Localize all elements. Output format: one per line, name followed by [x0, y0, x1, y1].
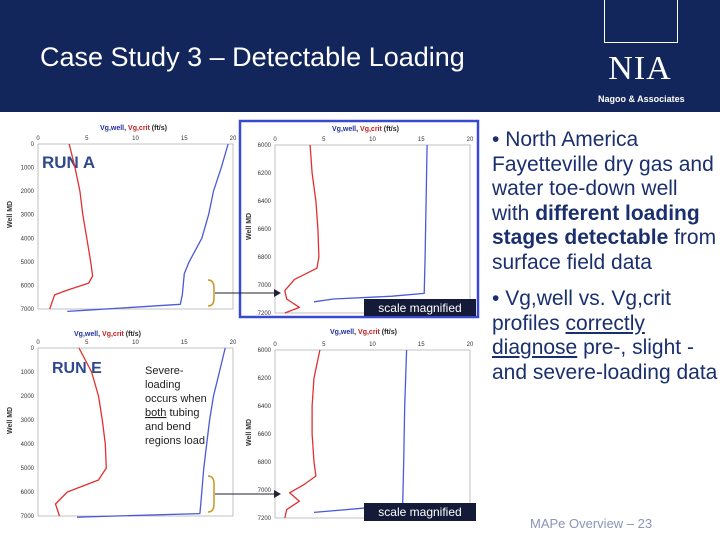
arrowhead-run-a [274, 289, 281, 297]
y-tick-label: 3000 [20, 418, 34, 424]
y-tick-label: 0 [30, 142, 34, 148]
logo-mark: NIA [608, 50, 672, 87]
x-tick-label: 20 [229, 340, 237, 346]
x-tick-label: 0 [273, 342, 277, 348]
y-tick-label: 7200 [257, 311, 271, 317]
bracket-run-e [208, 476, 214, 512]
x-tick-label: 20 [229, 136, 237, 142]
vg-well-line [285, 145, 319, 313]
slide-title: Case Study 3 – Detectable Loading [40, 42, 465, 72]
y-tick-label: 1000 [20, 370, 34, 376]
panel-run-a [7, 125, 237, 313]
slide-footer: MAPe Overview – 23 [530, 516, 653, 531]
y-tick-label: 7000 [20, 307, 34, 313]
x-tick-label: 15 [180, 340, 188, 346]
y-tick-label: 6400 [257, 199, 271, 205]
y-tick-label: 6600 [257, 227, 271, 233]
x-tick-label: 5 [85, 136, 89, 142]
x-tick-label: 5 [322, 342, 326, 348]
title-bar [0, 0, 720, 112]
y-tick-label: 7000 [257, 488, 271, 494]
arrowhead-run-e [274, 490, 281, 498]
company-logo [598, 0, 685, 112]
scale-tag-label: scale magnified [378, 505, 462, 519]
plot-frame [275, 145, 470, 313]
bullet-list [492, 128, 718, 397]
y-axis-label: Well MD [7, 406, 14, 434]
x-tick-label: 0 [36, 340, 40, 346]
y-tick-label: 5000 [20, 259, 34, 266]
y-tick-label: 6400 [257, 404, 271, 410]
x-tick-label: 10 [369, 342, 376, 348]
y-tick-label: 6000 [20, 283, 34, 290]
y-tick-label: 6800 [257, 255, 271, 261]
severe-loading-note [145, 365, 207, 447]
svg-text:both tubing: both tubing [145, 407, 200, 419]
legend-run-e: Vg,well, Vg,crit (ft/s) [74, 331, 141, 338]
x-tick-label: 10 [132, 340, 139, 346]
x-tick-label: 5 [85, 340, 89, 346]
plots-svg [0, 112, 485, 540]
svg-text:and bend: and bend [145, 421, 191, 433]
y-tick-label: 6000 [20, 490, 34, 496]
y-axis-label: Well MD [7, 200, 14, 228]
y-tick-label: 4000 [20, 442, 34, 448]
bullet-item: • North America Fayetteville dry gas and water toe-down well with different loading stages detectable from surface field data [492, 128, 717, 274]
y-tick-label: 6000 [257, 143, 271, 149]
scale-tag-label: scale magnified [378, 301, 462, 315]
svg-text:occurs when: occurs when [145, 393, 207, 405]
x-tick-label: 0 [36, 136, 40, 142]
svg-text:Severe-: Severe- [145, 365, 184, 377]
run-label: RUN E [52, 360, 102, 377]
y-tick-label: 7000 [257, 283, 271, 289]
y-tick-label: 3000 [20, 212, 34, 219]
callout-arrows [215, 289, 281, 498]
y-tick-label: 6800 [257, 460, 271, 466]
x-tick-label: 10 [369, 137, 376, 143]
y-tick-label: 7000 [20, 514, 34, 520]
y-tick-label: 2000 [20, 189, 34, 196]
svg-text:loading: loading [145, 379, 181, 391]
x-tick-label: 15 [417, 342, 425, 348]
panel-run-a-magnified [240, 121, 478, 317]
panel-run-e [7, 331, 237, 520]
x-tick-label: 15 [417, 137, 425, 143]
x-tick-label: 0 [273, 137, 277, 143]
plots-area [0, 112, 485, 540]
x-tick-label: 5 [322, 137, 326, 143]
plot-frame [275, 350, 470, 518]
highlight-frame [240, 121, 478, 317]
bracket-run-a [208, 280, 214, 306]
logo-frame [604, 0, 678, 43]
x-tick-label: 10 [132, 136, 139, 142]
y-tick-label: 7200 [257, 516, 271, 522]
y-tick-label: 6200 [257, 171, 271, 177]
y-tick-label: 2000 [20, 394, 34, 400]
vg-well-line [285, 350, 320, 518]
panel-run-e-magnified [246, 329, 476, 522]
y-tick-label: 0 [30, 346, 34, 352]
y-tick-label: 5000 [20, 466, 34, 472]
legend-run-a: Vg,well, Vg,crit (ft/s) [100, 125, 167, 132]
y-tick-label: 6600 [257, 432, 271, 438]
y-axis-label: Well MD [246, 418, 253, 446]
legend-run-e-magnified: Vg,well, Vg,crit (ft/s) [330, 329, 397, 336]
vg-crit-line [314, 350, 407, 512]
run-label: RUN A [42, 153, 96, 172]
x-tick-label: 20 [466, 342, 474, 348]
y-tick-label: 1000 [20, 165, 34, 172]
y-axis-label: Well MD [246, 212, 253, 240]
bullet-item: • Vg,well vs. Vg,crit profiles correctly diagnose pre-, slight - and severe-loading data [492, 287, 718, 384]
logo-subtitle: Nagoo & Associates [598, 94, 685, 104]
y-tick-label: 6000 [257, 348, 271, 354]
legend-run-a-magnified: Vg,well, Vg,crit (ft/s) [332, 126, 399, 133]
y-tick-label: 6200 [257, 376, 271, 382]
x-tick-label: 15 [180, 136, 188, 142]
vg-crit-line [314, 145, 427, 302]
y-tick-label: 4000 [20, 236, 34, 243]
svg-text:regions load: regions load [145, 435, 205, 447]
x-tick-label: 20 [466, 137, 474, 143]
